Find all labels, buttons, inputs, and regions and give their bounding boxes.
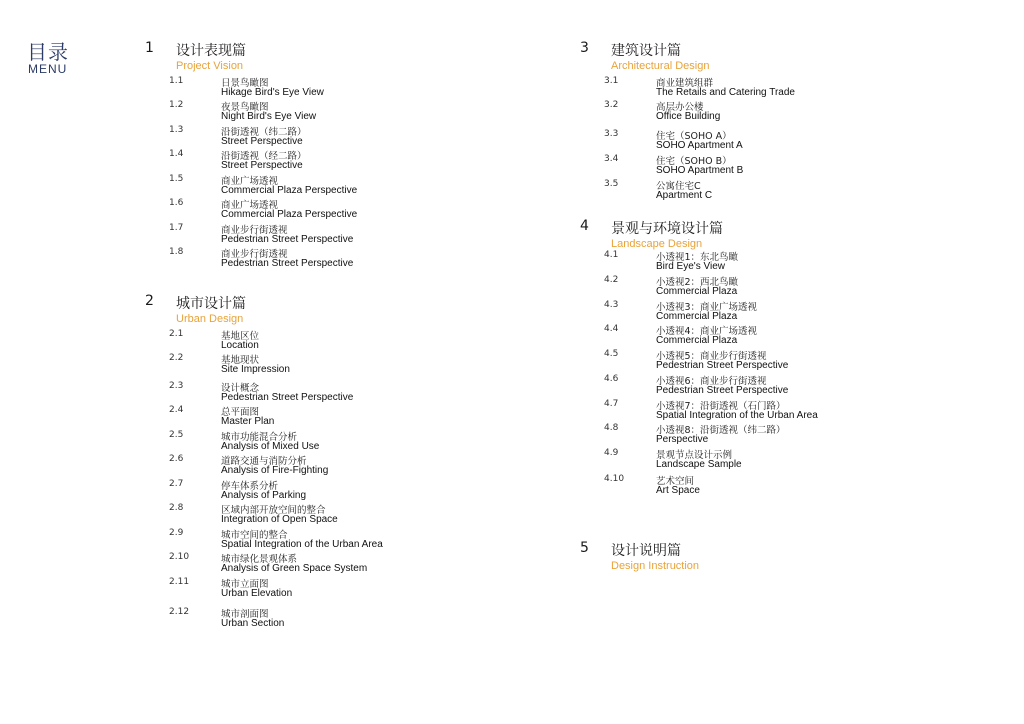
toc-entry-title-zh: 商业步行街透视	[221, 225, 288, 236]
toc-entry-title-en: Street Perspective	[221, 136, 303, 147]
toc-entry	[604, 423, 944, 447]
toc-entry-title-en: Spatial Integration of the Urban Area	[656, 410, 818, 421]
toc-entry-title-zh: 商业广场透视	[221, 176, 279, 187]
toc-entry	[169, 329, 509, 353]
chapter-title-zh: 城市设计篇	[176, 296, 246, 312]
toc-entry-number: 4.1	[604, 250, 619, 260]
toc-entry	[169, 353, 509, 377]
toc-entry	[604, 275, 944, 299]
toc-entry-title-zh: 小透视7：沿街透视（石门路）	[656, 401, 786, 412]
toc-entry-number: 4.3	[604, 300, 619, 310]
toc-entry	[169, 125, 509, 149]
toc-entry-title-en: Analysis of Mixed Use	[221, 441, 320, 452]
toc-entry-title-en: Perspective	[656, 434, 709, 445]
menu-title-zh: 目录	[27, 40, 69, 64]
chapter-number: 3	[580, 40, 589, 56]
toc-entry-title-zh: 城市功能混合分析	[221, 432, 298, 443]
toc-entry-number: 4.4	[604, 324, 619, 334]
chapter-title-en: Landscape Design	[611, 238, 703, 250]
toc-entry-title-zh: 住宅（SOHO B）	[656, 156, 732, 167]
toc-entry-title-en: Landscape Sample	[656, 459, 742, 470]
toc-entry	[604, 349, 944, 373]
toc-entry	[169, 174, 509, 198]
toc-entry-title-zh: 商业广场透视	[221, 200, 279, 211]
toc-entry-title-zh: 小透视2：西北鸟瞰	[656, 277, 739, 288]
toc-entry-title-en: Master Plan	[221, 416, 275, 427]
toc-entry	[169, 223, 509, 247]
toc-entry-number: 3.4	[604, 154, 619, 164]
toc-entry-title-zh: 小透视1：东北鸟瞰	[656, 252, 739, 263]
toc-entry-number: 2.2	[169, 353, 184, 363]
toc-entry-number: 1.1	[169, 76, 184, 86]
toc-entry	[604, 129, 944, 153]
toc-entry	[169, 528, 509, 552]
toc-entry-title-en: Art Space	[656, 485, 700, 496]
toc-entry-number: 4.7	[604, 399, 619, 409]
toc-entry-title-en: Commercial Plaza Perspective	[221, 185, 358, 196]
toc-entry-title-zh: 城市空间的整合	[221, 530, 288, 541]
toc-entry-title-en: Commercial Plaza Perspective	[221, 209, 358, 220]
toc-entry-number: 2.11	[169, 577, 190, 587]
toc-entry-title-en: Bird Eye's View	[656, 261, 725, 272]
chapter-title-en: Design Instruction	[611, 560, 700, 572]
toc-entry	[169, 552, 509, 576]
toc-entry-title-zh: 城市剖面图	[221, 609, 269, 620]
toc-entry-number: 3.1	[604, 76, 619, 86]
toc-entry-number: 2.12	[169, 607, 190, 617]
toc-entry	[169, 100, 509, 124]
toc-entry-title-zh: 沿街透视（经二路）	[221, 151, 307, 162]
toc-entry-number: 1.4	[169, 149, 184, 159]
toc-entry-title-zh: 沿街透视（纬二路）	[221, 127, 307, 138]
toc-entry-title-en: Street Perspective	[221, 160, 303, 171]
toc-entry-number: 1.6	[169, 198, 184, 208]
toc-entry-title-en: Pedestrian Street Perspective	[221, 392, 354, 403]
toc-entry-title-en: Hikage Bird's Eye View	[221, 87, 324, 98]
toc-entry-title-en: The Retails and Catering Trade	[656, 87, 795, 98]
toc-entry-number: 1.5	[169, 174, 184, 184]
toc-entry-title-zh: 艺术空间	[656, 476, 695, 487]
toc-entry-title-en: Pedestrian Street Perspective	[221, 258, 354, 269]
menu-title-en: MENU	[28, 62, 68, 76]
toc-entry-title-zh: 设计概念	[221, 383, 260, 394]
toc-entry-title-zh: 住宅（SOHO A）	[656, 131, 732, 142]
toc-entry-number: 1.2	[169, 100, 184, 110]
chapter-title-en: Project Vision	[176, 60, 244, 72]
toc-entry-title-en: Commercial Plaza	[656, 286, 738, 297]
toc-entry-title-en: Pedestrian Street Perspective	[656, 360, 789, 371]
toc-entry	[169, 430, 509, 454]
toc-entry-title-zh: 总平面图	[221, 407, 260, 418]
toc-entry-title-zh: 城市绿化景观体系	[221, 554, 298, 565]
toc-entry-number: 2.10	[169, 552, 190, 562]
toc-entry-title-zh: 公寓住宅C	[656, 181, 701, 192]
toc-entry	[169, 479, 509, 503]
toc-entry-title-en: Office Building	[656, 111, 721, 122]
toc-entry	[169, 198, 509, 222]
toc-entry-title-en: Location	[221, 340, 259, 351]
toc-entry	[604, 474, 944, 498]
chapter-title-zh: 设计表现篇	[176, 43, 246, 59]
toc-entry-number: 4.8	[604, 423, 619, 433]
toc-entry-title-en: Pedestrian Street Perspective	[221, 234, 354, 245]
toc-entry-title-en: Site Impression	[221, 364, 290, 375]
toc-entry-number: 3.5	[604, 179, 619, 189]
chapter-title-en: Architectural Design	[611, 60, 710, 72]
toc-entry-number: 2.3	[169, 381, 184, 391]
toc-entry	[169, 381, 509, 405]
toc-entry-number: 2.1	[169, 329, 184, 339]
toc-entry	[604, 324, 944, 348]
toc-entry-number: 4.5	[604, 349, 619, 359]
toc-entry	[604, 250, 944, 274]
toc-entry-title-zh: 日景鸟瞰图	[221, 78, 269, 89]
toc-entry-title-zh: 高层办公楼	[656, 102, 704, 113]
toc-entry	[604, 100, 944, 124]
toc-entry-number: 4.10	[604, 474, 625, 484]
toc-entry	[169, 405, 509, 429]
toc-entry-title-zh: 停车体系分析	[221, 481, 279, 492]
toc-entry-title-en: Commercial Plaza	[656, 311, 738, 322]
toc-entry	[169, 577, 509, 601]
chapter-number: 4	[580, 218, 589, 234]
toc-entry-number: 1.3	[169, 125, 184, 135]
toc-entry-title-zh: 景观节点设计示例	[656, 450, 733, 461]
toc-entry	[604, 179, 944, 203]
toc-entry-title-en: Commercial Plaza	[656, 335, 738, 346]
toc-entry	[169, 247, 509, 271]
toc-entry-number: 2.5	[169, 430, 184, 440]
chapter-number: 5	[580, 540, 589, 556]
toc-entry-number: 3.3	[604, 129, 619, 139]
toc-entry-title-zh: 小透视5：商业步行街透视	[656, 351, 767, 362]
toc-entry-title-en: Analysis of Parking	[221, 490, 307, 501]
toc-entry-title-zh: 区域内部开放空间的整合	[221, 505, 326, 516]
toc-entry-title-zh: 小透视6：商业步行街透视	[656, 376, 767, 387]
toc-entry-title-en: Integration of Open Space	[221, 514, 338, 525]
toc-entry-number: 2.8	[169, 503, 184, 513]
toc-entry-title-zh: 道路交通与消防分析	[221, 456, 307, 467]
toc-entry	[169, 454, 509, 478]
toc-entry-number: 2.4	[169, 405, 184, 415]
toc-entry	[169, 149, 509, 173]
toc-entry-title-zh: 基地现状	[221, 355, 260, 366]
toc-entry-number: 1.7	[169, 223, 184, 233]
toc-entry-title-zh: 小透视8：沿街透视（纬二路）	[656, 425, 786, 436]
toc-entry-number: 2.6	[169, 454, 184, 464]
toc-entry-title-en: Analysis of Fire-Fighting	[221, 465, 329, 476]
chapter-title-en: Urban Design	[176, 313, 244, 325]
toc-entry-number: 4.2	[604, 275, 619, 285]
toc-entry-number: 4.6	[604, 374, 619, 384]
toc-entry-number: 2.9	[169, 528, 184, 538]
toc-entry-title-zh: 基地区位	[221, 331, 260, 342]
toc-entry-title-en: Pedestrian Street Perspective	[656, 385, 789, 396]
toc-entry-number: 2.7	[169, 479, 184, 489]
toc-entry-title-zh: 城市立面图	[221, 579, 269, 590]
toc-entry-title-en: Urban Elevation	[221, 588, 293, 599]
toc-entry-title-en: SOHO Apartment B	[656, 165, 744, 176]
toc-entry-number: 4.9	[604, 448, 619, 458]
toc-entry-title-zh: 商业步行街透视	[221, 249, 288, 260]
toc-entry	[604, 399, 944, 423]
toc-entry	[604, 374, 944, 398]
toc-entry-title-en: SOHO Apartment A	[656, 140, 743, 151]
toc-entry-title-zh: 小透视3：商业广场透视	[656, 302, 758, 313]
toc-entry-number: 1.8	[169, 247, 184, 257]
toc-entry	[604, 448, 944, 472]
toc-entry-number: 3.2	[604, 100, 619, 110]
chapter-number: 1	[145, 40, 154, 56]
toc-entry-title-zh: 夜景鸟瞰图	[221, 102, 269, 113]
toc-entry-title-en: Apartment C	[656, 190, 713, 201]
toc-entry-title-en: Night Bird's Eye View	[221, 111, 317, 122]
toc-entry	[604, 300, 944, 324]
chapter-number: 2	[145, 293, 154, 309]
toc-entry-title-en: Spatial Integration of the Urban Area	[221, 539, 383, 550]
toc-entry	[169, 503, 509, 527]
toc-entry	[604, 76, 944, 100]
chapter-title-zh: 建筑设计篇	[611, 43, 681, 59]
toc-entry	[169, 76, 509, 100]
toc-entry-title-en: Analysis of Green Space System	[221, 563, 368, 574]
toc-entry	[169, 607, 509, 631]
toc-entry	[604, 154, 944, 178]
toc-entry-title-en: Urban Section	[221, 618, 285, 629]
toc-entry-title-zh: 小透视4：商业广场透视	[656, 326, 758, 337]
toc-entry-title-zh: 商业建筑组群	[656, 78, 714, 89]
chapter-title-zh: 设计说明篇	[611, 543, 681, 559]
chapter-title-zh: 景观与环境设计篇	[611, 221, 723, 237]
